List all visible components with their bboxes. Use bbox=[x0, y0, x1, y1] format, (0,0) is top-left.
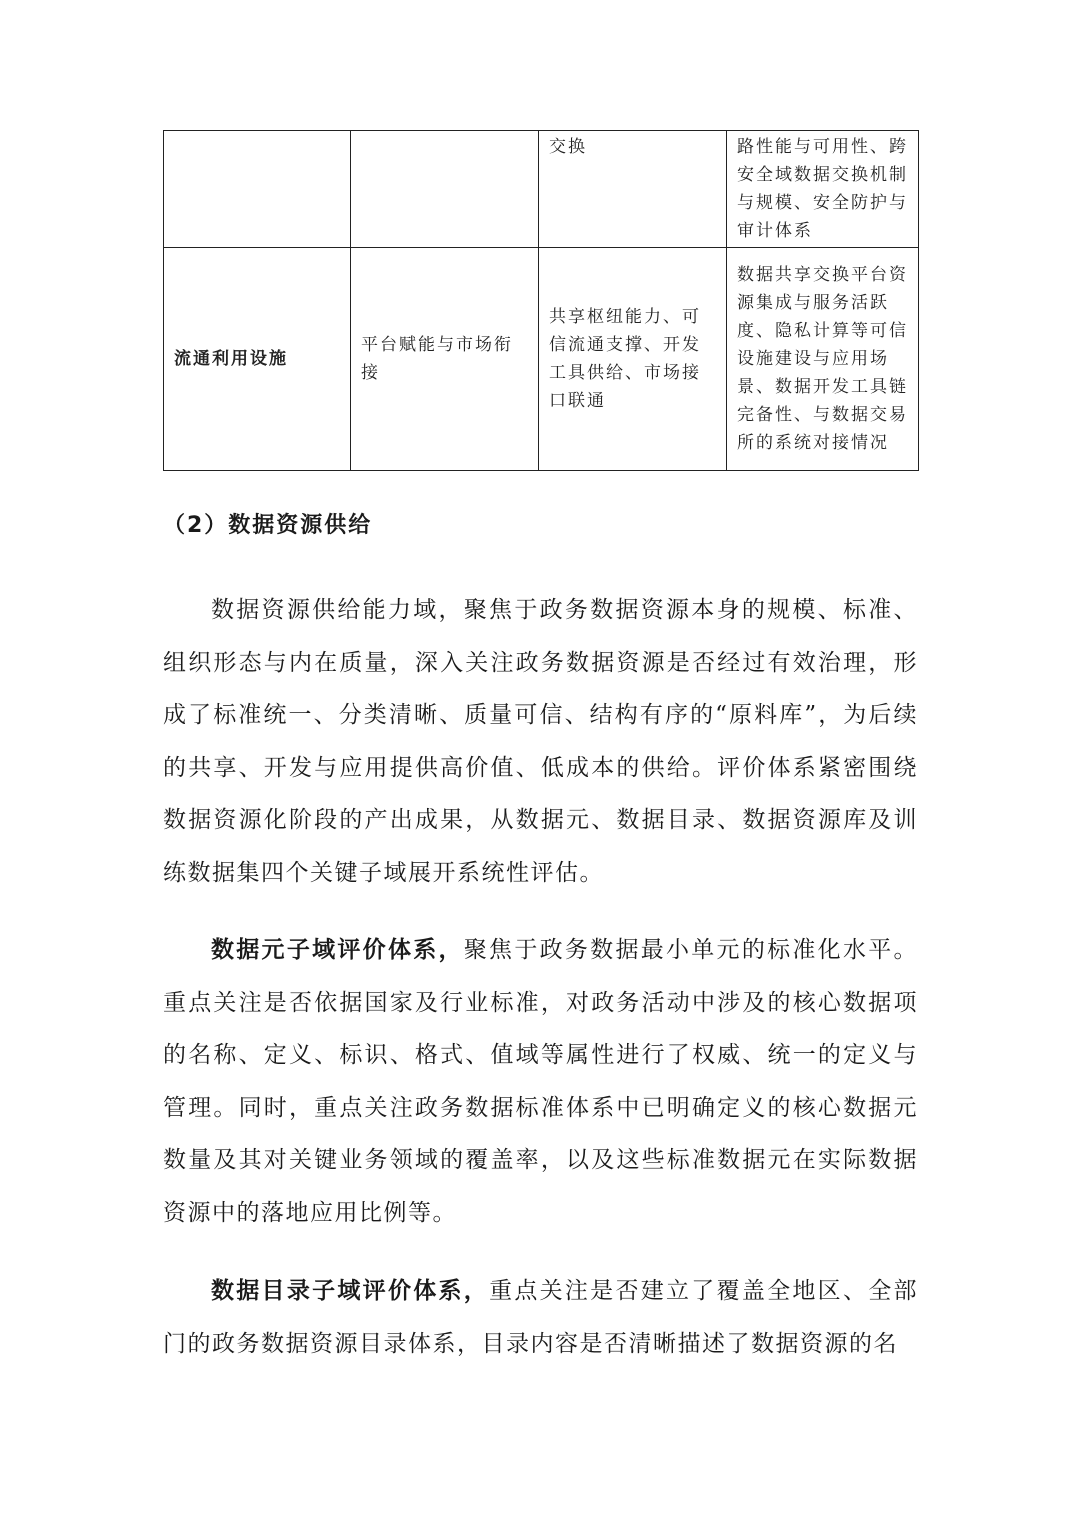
table-cell-subdomain: 平台赋能与市场衔接 bbox=[351, 248, 539, 471]
paragraph-data-element-subdomain bbox=[163, 924, 918, 1239]
section-heading: （2）数据资源供给 bbox=[163, 513, 373, 538]
table-row bbox=[164, 248, 919, 471]
paragraph-lead: 数据元子域评价体系， bbox=[211, 937, 464, 963]
table-cell-indicators: 数据共享交换平台资源集成与服务活跃度、隐私计算等可信设施建设与应用场景、数据开发工具链完备性、与数据交易所的系统对接情况 bbox=[727, 248, 919, 471]
table-cell-subdomain bbox=[351, 131, 539, 248]
table-cell-capability: 共享枢纽能力、可信流通支撑、开发工具供给、市场接口联通 bbox=[539, 248, 727, 471]
paragraph-data-resource-supply: 数据资源供给能力域，聚焦于政务数据资源本身的规模、标准、组织形态与内在质量，深入关注政务数据资源是否经过有效治理，形成了标准统一、分类清晰、质量可信、结构有序的“原料库”，为后续的共享、开发与应用提供高价值、低成本的供给。评价体系紧密围绕数据资源化阶段的产出成果，从数据元、数据目录、数据资源库及训练数据集四个关键子域展开系统性评估。 bbox=[163, 597, 918, 886]
paragraph-lead: 数据目录子域评价体系， bbox=[211, 1278, 490, 1304]
table-cell-category: 流通利用设施 bbox=[164, 248, 351, 471]
paragraph-text: 重点关注是否建立了覆盖全地区、全部门的政务数据资源目录体系，目录内容是否清晰描述了数据资源的名 bbox=[163, 1278, 919, 1357]
paragraph-text: 聚焦于政务数据最小单元的标准化水平。重点关注是否依据国家及行业标准，对政务活动中涉及的核心数据项的名称、定义、标识、格式、值域等属性进行了权威、统一的定义与管理。同时，重点关注政务数据标准体系中已明确定义的核心数据元数量及其对关键业务领域的覆盖率，以及这些标准数据元在实际数据资源中的落地应用比例等。 bbox=[163, 937, 919, 1226]
table-cell-category bbox=[164, 131, 351, 248]
table-row bbox=[164, 131, 919, 248]
table-cell-indicators: 路性能与可用性、跨安全域数据交换机制与规模、安全防护与审计体系 bbox=[727, 131, 919, 248]
paragraph-data-catalog-subdomain bbox=[163, 1265, 918, 1370]
evaluation-table bbox=[163, 130, 919, 471]
table-cell-capability: 交换 bbox=[539, 131, 727, 248]
